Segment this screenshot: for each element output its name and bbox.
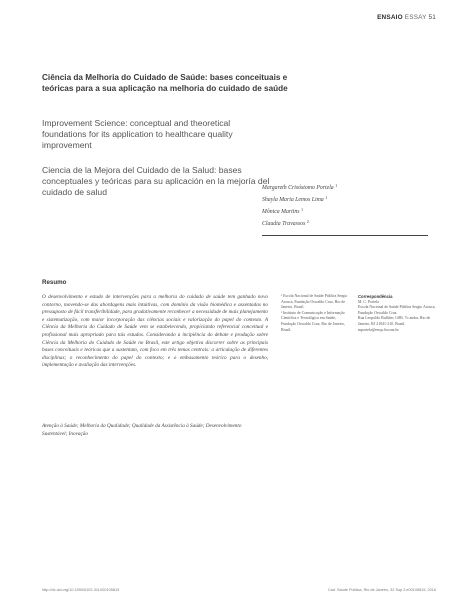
correspondence-heading: Correspondência [358,294,393,299]
author-name: Claudia Travassos $^2$ [262,219,309,227]
author-divider [262,235,428,236]
title-portuguese: Ciência da Melhoria do Cuidado de Saúde: bases conceituais e teóricas para a sua aplicação na melhoria do cuidado de saúde [42,73,288,93]
correspondence-email[interactable]: mportela@ensp.fiocruz.br [358,327,399,332]
title-english: Improvement Science: conceptual and theoretical foundations for its application to healthcare quality improvement [42,118,233,150]
correspondence-institution: Escola Nacional de Saúde Pública Sergio Arouca, Fundação Oswaldo Cruz. [358,305,436,315]
section-label: ENSAIO [377,14,403,21]
correspondence [358,294,438,333]
author-list [262,181,432,229]
abstract-text: O desenvolvimento e estudo de intervenções para a melhoria do cuidado de saúde tem ganhado novo contorno, movendo-se das abordagens mais intuitivas, com domínio da visão biomédica e assentadas no pressuposto de fácil transferibilidade, para gradativamente reconhecer a necessidade de mais planejamento e sistematização, com maior incorporação das ciências sociais e valorização do papel do contexto. A Ciência da Melhoria do Cuidado de Saúde vem se estabelecendo, propiciando referencial conceitual e profissional mais apropriado para tais estudos. Considerando a incipiência do debate e produção sobre Ciência da Melhoria do Cuidado de Saúde no Brasil, este artigo objetiva discorrer sobre as principais bases conceituais e teóricas que a sustentam, com foco em três temas centrais: a articulação de diferentes disciplinas; o reconhecimento do papel do contexto; e o embasamento teórico para o desenho, implementação e avaliação das intervenções. [42,294,268,369]
page-number: 51 [428,14,436,21]
article-type-label: ESSAY [404,14,427,21]
affiliation-2: ² Instituto de Comunicação e Informação Científica e Tecnológica em Saúde, Fundação Oswaldo Cruz, Rio de Janeiro, Brasil. [281,310,345,332]
title-spanish: Ciencia de la Mejora del Cuidado de la Salud: bases conceptuales y teóricas para su aplicación en la mejoría del cuidado de salud [42,165,270,197]
author-name: Mônica Martins $^1$ [262,207,304,215]
abstract-heading: Resumo [42,279,67,286]
keywords: Atenção à Saúde; Melhoria da Qualidade; Qualidade da Assistência à Saúde; Desenvolvimento Sustentável; Inovação [42,423,242,437]
affiliation-1: ¹ Escola Nacional de Saúde Pública Sergio Arouca, Fundação Oswaldo Cruz, Rio de Janeiro, Brasil. [281,294,348,310]
affiliations [281,294,351,333]
doi-link[interactable]: http://dx.doi.org/10.1590/0102-311X00105815 [42,588,120,592]
correspondence-address: Rua Leopoldo Bulhões 1480, 7o andar, Rio de Janeiro, RJ 21041-210, Brasil. [358,316,431,326]
correspondence-name: M. C. Portela [358,299,379,304]
author-name: Shayla Maria Lemos Lima $^1$ [262,195,328,203]
author-name: Margareth Crisóstomo Portela $^1$ [262,183,338,191]
journal-citation: Cad. Saúde Pública, Rio de Janeiro, 32 Sup 2:e00105815, 2016 [327,588,436,592]
running-header [377,14,436,21]
